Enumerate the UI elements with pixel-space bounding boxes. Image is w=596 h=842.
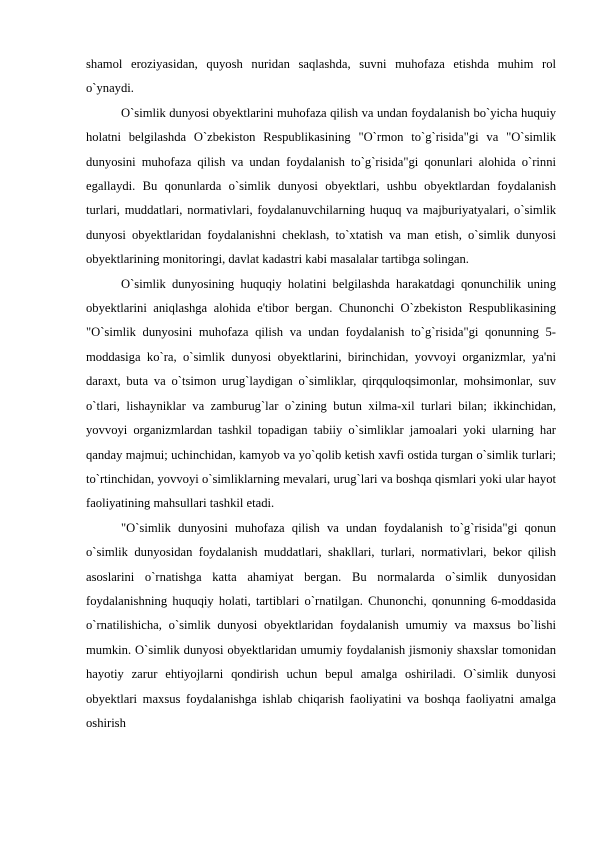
paragraph-legal-status: O`simlik dunyosi obyektlarini muhofaza qilish va undan foydalanish bo`yicha huquiy holatni belgilashda O`zbekiston Respublikasining "O`rmon to`g`risida"gi va "O`simlik dunyosini muhofaza qilish va undan foydalanish to`g`risida"gi qonunlari alohida o`rinni egallaydi. Bu qonunlarda o`simlik dunyosi obyektlari, ushbu obyektlardan foydalanish turlari, muddatlari, normativlari, foydalanuvchilarning huquq va majburiyatyalari, o`simlik dunyosi obyektlaridan foydalanishni cheklash, to`xtatish va man etish, o`simlik dunyosi obyektlarining monitoringi, davlat kadastri kabi masalalar tartibga solingan. — [86, 105, 556, 267]
paragraph-usage-terms: "O`simlik dunyosini muhofaza qilish va undan foydalanish to`g`risida"gi qonun o`simlik dunyosidan foydalanish muddatlari, shakllari, turlari, normativlari, bekor qilish asoslarini o`rnatishga katta ahamiyat bergan. Bu normalarda o`simlik dunyosidan foydalanishning huquqiy holati, tartiblari o`rnatilgan. Chunonchi, qonunning 6-moddasida o`rnatilishicha, o`simlik dunyosi obyektlaridan foydalanish umumiy va maxsus bo`lishi mumkin. O`simlik dunyosi obyektlaridan umumiy foydalanish jismoniy shaxslar tomonidan hayotiy zarur ehtiyojlarni qondirish uchun bepul amalga oshiriladi. O`simlik dunyosi obyektlari maxsus foydalanishga ishlab chiqarish faoliyatini va boshqa faoliyatni amalga oshirish — [86, 520, 556, 730]
document-page — [86, 52, 556, 735]
paragraph-continuation: shamol eroziyasidan, quyosh nuridan saqlashda, suvni muhofaza etishda muhim rol o`ynaydi. — [86, 57, 556, 96]
paragraph-plant-objects: O`simlik dunyosining huquqiy holatini belgilashda harakatdagi qonunchilik uning obyektlarini aniqlashga alohida e'tibor bergan. Chunonchi O`zbekiston Respublikasining "O`simlik dunyosini muhofaza qilish va undan foydalanish to`g`risida"gi qonunning 5-moddasiga ko`ra, o`simlik dunyosi obyektlarini, birinchidan, yovvoyi organizmlar, ya'ni daraxt, buta va o`tsimon urug`laydigan o`simliklar, qirqquloqsimonlar, mohsimonlar, suv o`tlari, lishayniklar va zamburug`lar o`zining butun xilma-xil turlari bilan; ikkinchidan, yovvoyi organizmlardan tashkil topadigan tabiiy o`simliklar jamoalari yoki ularning har qanday majmui; uchinchidan, kamyob va yo`qolib ketish xavfi ostida turgan o`simlik turlari; to`rtinchidan, yovvoyi o`simliklarning mevalari, urug`lari va boshqa qismlari yoki ular hayot faoliyatining mahsullari tashkil etadi. — [86, 276, 556, 511]
